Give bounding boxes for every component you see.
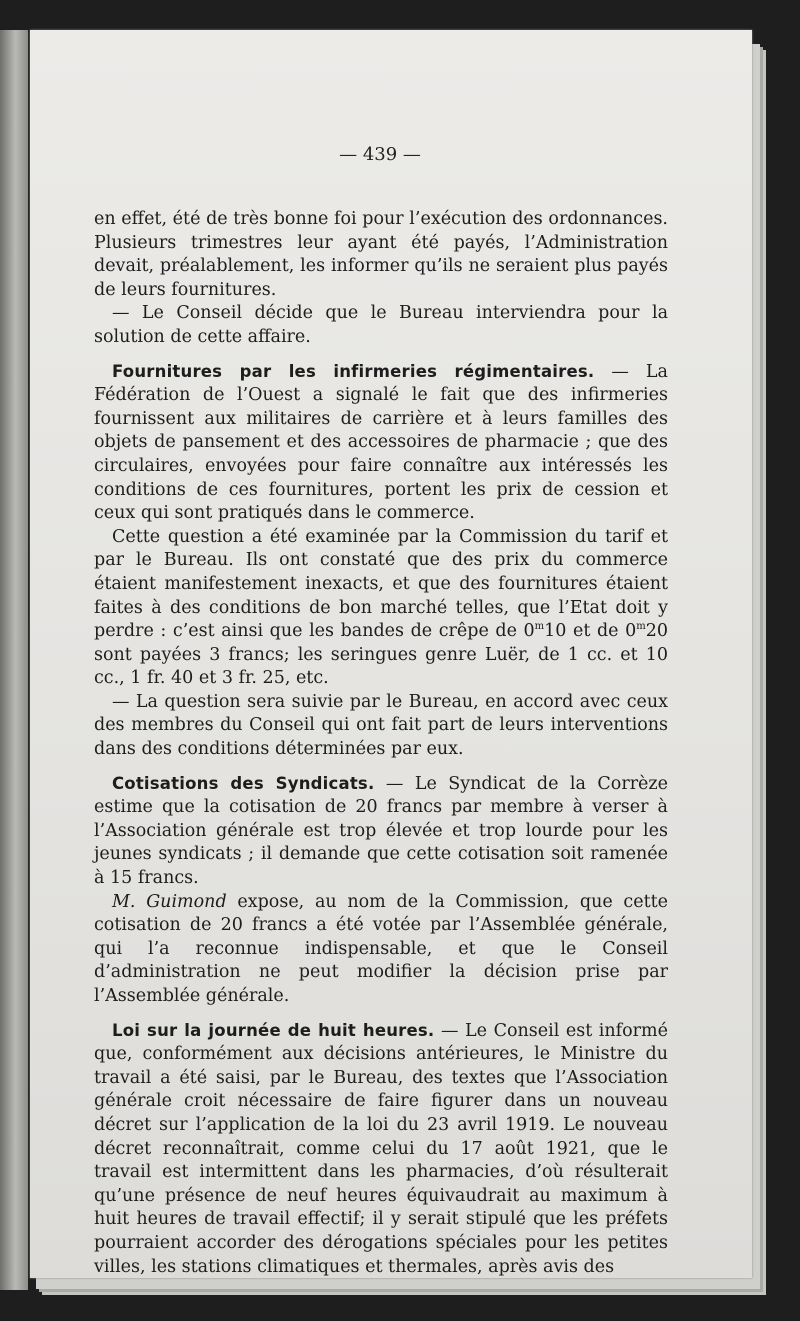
paragraph-fournitures (94, 360, 668, 526)
paragraph-intro: en effet, été de très bonne foi pour l’exécution des ordonnances. Plusieurs trimestres leur ayant été payés, l’Administration devait, préalablement, les informer qu’ils ne seraient plus payés de leurs fournitures. (94, 209, 668, 300)
speaker-name: M. Guimond (112, 891, 227, 912)
paragraph-fournitures-decision: — La question sera suivie par le Bureau, en accord avec ceux des membres du Conseil qui ont fait part de leurs interventions dans des conditions déterminées par eux. (94, 691, 668, 760)
paragraph-cotisations (94, 772, 668, 891)
section-heading-fournitures: Fournitures par les infirmeries régimentaires. (112, 361, 595, 381)
page-body (94, 208, 668, 1279)
prices-text-b: 10 et de 0 (544, 621, 637, 642)
paragraph-fournitures-prices (94, 526, 668, 691)
unit-m-2: m (636, 621, 646, 633)
book-page (30, 30, 752, 1278)
loi-text: — Le Conseil est informé que, conformément aux décisions antérieures, le Ministre du travail a été saisi, par le Bureau, des textes que l’Association générale croit nécessaire de faire figurer dans un nouveau décret sur l’application de la loi du 23 avril 1919. Le nouveau décret reconnaîtrait, comme celui du 17 août 1921, que le travail est intermittent dans les pharmacies, d’où résulterait qu’une présence de neuf heures équivaudrait au maximum à huit heures de travail effectif; il y serait stipulé que les préfets pourraient accorder des dérogations spéciales pour les petites villes, les stations climatiques et thermales, après avis des (94, 1020, 668, 1277)
page-number: — 439 — (339, 144, 421, 165)
guimond-text: expose, au nom de la Commission, que cette cotisation de 20 francs a été votée par l’Assemblée générale, qui l’a reconnue indispensable, et que le Conseil d’administration ne peut modifier la décision prise par l’Assemblée générale. (94, 891, 668, 1006)
book-spine-edge (0, 30, 28, 1290)
prices-text-c: 20 sont payées 3 francs; les seringues genre Luër, de 1 cc. et 10 cc., 1 fr. 40 et 3 fr. 25, etc. (94, 621, 668, 689)
fournitures-text: — La Fédération de l’Ouest a signalé le fait que des infirmeries fournissent aux militaires de carrière et à leurs familles des objets de pansement et des accessoires de pharmacie ; que des circulaires, envoyées pour faire connaître aux intéressés les conditions de ces fournitures, portent les prix de cession et ceux qui sont pratiqués dans le commerce. (94, 361, 668, 524)
section-heading-cotisations: Cotisations des Syndicats. (112, 773, 375, 793)
section-heading-loi: Loi sur la journée de huit heures. (112, 1020, 435, 1040)
unit-m-1: m (534, 621, 545, 633)
paragraph-guimond (94, 891, 668, 1009)
cotisations-text: — Le Syndicat de la Corrèze estime que la cotisation de 20 francs par membre à verser à l’Association générale est trop élevée et trop lourde pour les jeunes syndicats ; il demande que cette cotisation soit ramenée à 15 francs. (94, 773, 668, 889)
paragraph-loi (94, 1019, 668, 1280)
paragraph-intro-decision: — Le Conseil décide que le Bureau interviendra pour la solution de cette affaire. (94, 303, 668, 347)
prices-text-a: Cette question a été examinée par la Commission du tarif et par le Bureau. Ils ont constaté que des prix du commerce étaient manifestement inexacts, et que des fournitures étaient faites à des conditions de bon marché telles, que l’Etat doit y perdre : c’est ainsi que les bandes de crêpe de 0 (94, 526, 668, 642)
